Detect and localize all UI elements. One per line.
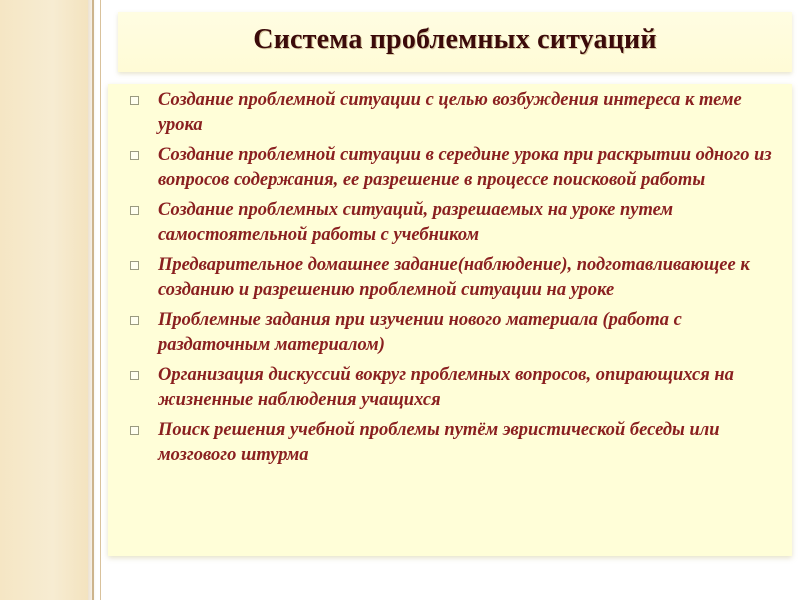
square-bullet-icon xyxy=(130,426,139,435)
square-bullet-icon xyxy=(130,96,139,105)
square-bullet-icon xyxy=(130,371,139,380)
list-item xyxy=(122,88,778,138)
list-item xyxy=(122,143,778,193)
list-item-text: Создание проблемной ситуации с целью возбуждения интереса к теме урока xyxy=(158,90,742,135)
bullet-list xyxy=(122,88,778,473)
list-item-text: Создание проблемных ситуаций, разрешаемых на уроке путем самостоятельной работы с учебником xyxy=(158,200,674,245)
decorative-rule xyxy=(92,0,94,600)
list-item xyxy=(122,198,778,248)
square-bullet-icon xyxy=(130,206,139,215)
title-band xyxy=(118,12,792,72)
square-bullet-icon xyxy=(130,151,139,160)
decorative-side-panel xyxy=(0,0,88,600)
page-title: Система проблемных ситуаций xyxy=(253,24,657,55)
list-item xyxy=(122,418,778,468)
square-bullet-icon xyxy=(130,261,139,270)
square-bullet-icon xyxy=(130,316,139,325)
decorative-rule xyxy=(100,0,101,600)
list-item-text: Проблемные задания при изучении нового материала (работа с раздаточным материалом) xyxy=(158,310,682,355)
list-item-text: Организация дискуссий вокруг проблемных вопросов, опирающихся на жизненные наблюдения учащихся xyxy=(158,365,734,410)
list-item-text: Предварительное домашнее задание(наблюдение), подготавливающее к созданию и разрешению проблемной ситуации на уроке xyxy=(158,255,750,300)
list-item xyxy=(122,363,778,413)
list-item-text: Поиск решения учебной проблемы путём эвристической беседы или мозгового штурма xyxy=(158,420,720,465)
content-box xyxy=(108,84,792,556)
list-item xyxy=(122,308,778,358)
list-item-text: Создание проблемной ситуации в середине урока при раскрытии одного из вопросов содержания, ее разрешение в процессе поисковой работы xyxy=(158,145,772,190)
list-item xyxy=(122,253,778,303)
